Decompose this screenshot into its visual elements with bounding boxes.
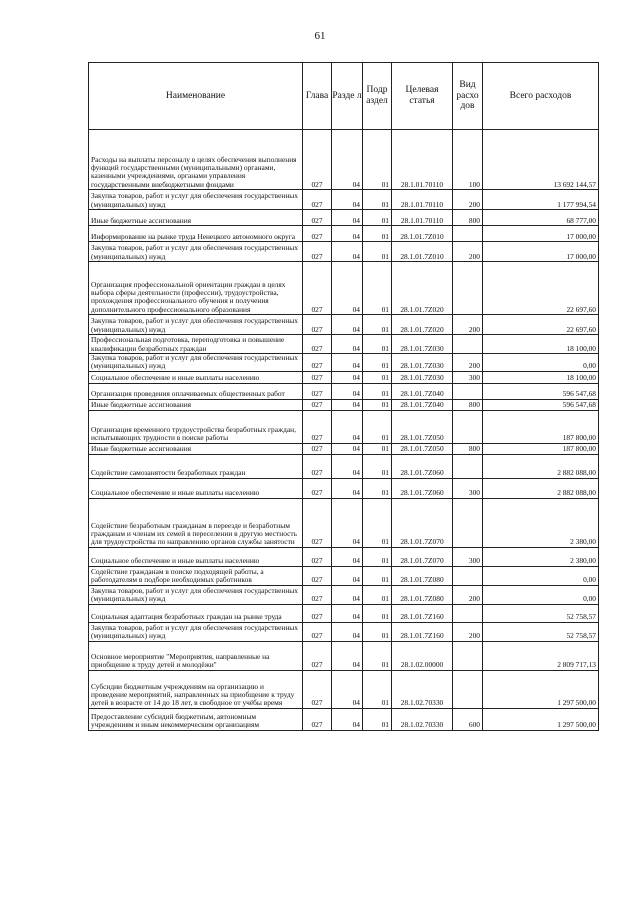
cell-vid — [453, 383, 483, 399]
cell-name: Социальная адаптация безработных граждан на рынке труда — [89, 604, 303, 622]
cell-vid: 200 — [453, 242, 483, 262]
cell-podrazdel: 01 — [363, 585, 392, 604]
cell-total: 18 100,00 — [483, 335, 599, 354]
cell-razdel: 04 — [332, 315, 363, 335]
cell-podrazdel: 01 — [363, 242, 392, 262]
cell-name: Социальное обеспечение и иные выплаты населению — [89, 371, 303, 383]
cell-total: 187 800,00 — [483, 443, 599, 454]
cell-article: 28.1.01.7Z030 — [392, 335, 453, 354]
cell-name: Содействие гражданам в поиске подходящей работы, а работодателям в подборе необходимых работников — [89, 566, 303, 585]
cell-vid: 200 — [453, 622, 483, 641]
cell-vid: 800 — [453, 210, 483, 226]
cell-glava: 027 — [303, 399, 332, 410]
cell-total: 18 100,00 — [483, 371, 599, 383]
cell-vid — [453, 498, 483, 547]
cell-podrazdel: 01 — [363, 315, 392, 335]
cell-total: 1 297 500,00 — [483, 670, 599, 708]
cell-vid: 600 — [453, 708, 483, 730]
cell-article: 28.1.01.70110 — [392, 130, 453, 190]
cell-podrazdel: 01 — [363, 130, 392, 190]
header-total: Всего расходов — [483, 63, 599, 130]
cell-total: 17 000,00 — [483, 226, 599, 242]
page-number: 61 — [314, 30, 326, 42]
cell-total: 0,00 — [483, 585, 599, 604]
cell-podrazdel: 01 — [363, 708, 392, 730]
cell-name: Расходы на выплаты персоналу в целях обеспечения выполнения функций государственными (муниципальными) органами, казенными учреждениями, органами управления государственными внебюджетными фондами — [89, 130, 303, 190]
cell-total: 22 697,60 — [483, 315, 599, 335]
cell-name: Организация проведения оплачиваемых общественных работ — [89, 383, 303, 399]
table-row — [89, 210, 599, 226]
cell-article: 28.1.01.70110 — [392, 190, 453, 210]
table-row — [89, 498, 599, 547]
cell-article: 28.1.01.7Z020 — [392, 315, 453, 335]
cell-vid — [453, 410, 483, 443]
cell-name: Закупка товаров, работ и услуг для обеспечения государственных (муниципальных) нужд — [89, 585, 303, 604]
table-row — [89, 410, 599, 443]
cell-podrazdel: 01 — [363, 498, 392, 547]
cell-name: Основное мероприятие "Мероприятия, направленные на приобщение к труду детей и молодёжи" — [89, 641, 303, 670]
cell-name: Организация профессиональной ориентации граждан в целях выбора сферы деятельности (профессии), трудоустройства, прохождения профессионального обучения и получения дополнительного профессионального образования — [89, 262, 303, 315]
cell-name: Закупка товаров, работ и услуг для обеспечения государственных (муниципальных) нужд — [89, 622, 303, 641]
cell-razdel: 04 — [332, 262, 363, 315]
cell-podrazdel: 01 — [363, 410, 392, 443]
cell-total: 2 380,00 — [483, 498, 599, 547]
cell-article: 28.1.01.7Z080 — [392, 585, 453, 604]
cell-glava: 027 — [303, 498, 332, 547]
cell-article: 28.1.01.7Z160 — [392, 622, 453, 641]
cell-total: 52 758,57 — [483, 604, 599, 622]
cell-name: Закупка товаров, работ и услуг для обеспечения государственных (муниципальных) нужд — [89, 190, 303, 210]
cell-glava: 027 — [303, 670, 332, 708]
cell-razdel: 04 — [332, 242, 363, 262]
cell-total: 2 882 088,00 — [483, 454, 599, 478]
cell-article: 28.1.01.7Z020 — [392, 262, 453, 315]
cell-name: Социальное обеспечение и иные выплаты населению — [89, 547, 303, 566]
cell-vid: 800 — [453, 399, 483, 410]
cell-glava: 027 — [303, 622, 332, 641]
table-header-row — [89, 63, 599, 130]
cell-name: Предоставление субсидий бюджетным, автономным учреждениям и иным некоммерческим организациям — [89, 708, 303, 730]
cell-total: 1 177 994,54 — [483, 190, 599, 210]
cell-razdel: 04 — [332, 410, 363, 443]
cell-article: 28.1.01.7Z010 — [392, 242, 453, 262]
cell-glava: 027 — [303, 443, 332, 454]
cell-glava: 027 — [303, 226, 332, 242]
cell-razdel: 04 — [332, 641, 363, 670]
table-row — [89, 371, 599, 383]
cell-glava: 027 — [303, 315, 332, 335]
cell-vid: 200 — [453, 585, 483, 604]
cell-vid — [453, 670, 483, 708]
cell-vid — [453, 641, 483, 670]
cell-razdel: 04 — [332, 383, 363, 399]
cell-razdel: 04 — [332, 354, 363, 372]
cell-podrazdel: 01 — [363, 478, 392, 498]
table-row — [89, 242, 599, 262]
table-body — [89, 130, 599, 731]
cell-vid: 200 — [453, 190, 483, 210]
cell-total: 22 697,60 — [483, 262, 599, 315]
table-row — [89, 478, 599, 498]
cell-razdel: 04 — [332, 498, 363, 547]
cell-vid: 200 — [453, 354, 483, 372]
cell-podrazdel: 01 — [363, 622, 392, 641]
cell-podrazdel: 01 — [363, 454, 392, 478]
cell-glava: 027 — [303, 547, 332, 566]
cell-glava: 027 — [303, 566, 332, 585]
table-row — [89, 226, 599, 242]
cell-article: 28.1.01.7Z050 — [392, 410, 453, 443]
cell-razdel: 04 — [332, 478, 363, 498]
cell-razdel: 04 — [332, 585, 363, 604]
table-row — [89, 566, 599, 585]
cell-podrazdel: 01 — [363, 190, 392, 210]
cell-name: Социальное обеспечение и иные выплаты населению — [89, 478, 303, 498]
table-row — [89, 443, 599, 454]
table-row — [89, 708, 599, 730]
cell-razdel: 04 — [332, 226, 363, 242]
cell-podrazdel: 01 — [363, 443, 392, 454]
cell-name: Информирование на рынке труда Ненецкого автономного округа — [89, 226, 303, 242]
cell-vid — [453, 335, 483, 354]
cell-podrazdel: 01 — [363, 383, 392, 399]
header-vid: Вид расхо дов — [453, 63, 483, 130]
cell-article: 28.1.01.7Z030 — [392, 371, 453, 383]
header-razdel: Разде л — [332, 63, 363, 130]
cell-name: Закупка товаров, работ и услуг для обеспечения государственных (муниципальных) нужд — [89, 354, 303, 372]
cell-razdel: 04 — [332, 130, 363, 190]
cell-total: 2 809 717,13 — [483, 641, 599, 670]
cell-total: 187 800,00 — [483, 410, 599, 443]
cell-article: 28.1.01.7Z160 — [392, 604, 453, 622]
cell-glava: 027 — [303, 190, 332, 210]
cell-vid: 300 — [453, 371, 483, 383]
cell-total: 68 777,00 — [483, 210, 599, 226]
cell-name: Иные бюджетные ассигнования — [89, 443, 303, 454]
cell-glava: 027 — [303, 708, 332, 730]
cell-article: 28.1.02.70330 — [392, 708, 453, 730]
cell-total: 1 297 500,00 — [483, 708, 599, 730]
cell-glava: 027 — [303, 410, 332, 443]
cell-article: 28.1.01.7Z080 — [392, 566, 453, 585]
table-row — [89, 547, 599, 566]
cell-article: 28.1.02.00000 — [392, 641, 453, 670]
table-row — [89, 383, 599, 399]
cell-razdel: 04 — [332, 622, 363, 641]
table-row — [89, 262, 599, 315]
cell-glava: 027 — [303, 371, 332, 383]
cell-razdel: 04 — [332, 708, 363, 730]
cell-podrazdel: 01 — [363, 262, 392, 315]
cell-total: 0,00 — [483, 354, 599, 372]
cell-podrazdel: 01 — [363, 335, 392, 354]
header-podrazdel: Подр аздел — [363, 63, 392, 130]
cell-article: 28.1.01.7Z070 — [392, 498, 453, 547]
table-row — [89, 585, 599, 604]
cell-podrazdel: 01 — [363, 371, 392, 383]
cell-podrazdel: 01 — [363, 670, 392, 708]
cell-name: Субсидии бюджетным учреждениям на организацию и проведение мероприятий, направленных на приобщение к труду детей в возрасте от 14 до 18 лет, в свободное от учёбы время — [89, 670, 303, 708]
cell-vid: 200 — [453, 315, 483, 335]
cell-glava: 027 — [303, 641, 332, 670]
cell-razdel: 04 — [332, 190, 363, 210]
cell-total: 17 000,00 — [483, 242, 599, 262]
cell-article: 28.1.01.7Z070 — [392, 547, 453, 566]
cell-article: 28.1.01.7Z030 — [392, 354, 453, 372]
table-row — [89, 604, 599, 622]
header-glava: Глава — [303, 63, 332, 130]
cell-name: Организация временного трудоустройства безработных граждан, испытывающих трудности в поиске работы — [89, 410, 303, 443]
cell-razdel: 04 — [332, 443, 363, 454]
cell-vid — [453, 604, 483, 622]
cell-vid: 800 — [453, 443, 483, 454]
cell-name: Закупка товаров, работ и услуг для обеспечения государственных (муниципальных) нужд — [89, 315, 303, 335]
cell-razdel: 04 — [332, 670, 363, 708]
cell-name: Иные бюджетные ассигнования — [89, 210, 303, 226]
table-row — [89, 190, 599, 210]
cell-glava: 027 — [303, 604, 332, 622]
cell-article: 28.1.02.70330 — [392, 670, 453, 708]
table-row — [89, 354, 599, 372]
cell-article: 28.1.01.7Z040 — [392, 399, 453, 410]
cell-article: 28.1.01.7Z050 — [392, 443, 453, 454]
cell-glava: 027 — [303, 585, 332, 604]
cell-total: 0,00 — [483, 566, 599, 585]
cell-name: Закупка товаров, работ и услуг для обеспечения государственных (муниципальных) нужд — [89, 242, 303, 262]
cell-name: Содействие самозанятости безработных граждан — [89, 454, 303, 478]
cell-name: Содействие безработным гражданам в переезде и безработным гражданам и членам их семей в переселении в другую местность для трудоустройства по направлению органов службы занятости — [89, 498, 303, 547]
cell-glava: 027 — [303, 454, 332, 478]
cell-vid: 100 — [453, 130, 483, 190]
cell-razdel: 04 — [332, 547, 363, 566]
cell-vid: 300 — [453, 547, 483, 566]
cell-glava: 027 — [303, 354, 332, 372]
cell-total: 2 882 088,00 — [483, 478, 599, 498]
cell-total: 2 380,00 — [483, 547, 599, 566]
cell-total: 13 692 144,57 — [483, 130, 599, 190]
cell-glava: 027 — [303, 242, 332, 262]
budget-expenses-table — [88, 62, 599, 731]
cell-podrazdel: 01 — [363, 226, 392, 242]
cell-vid — [453, 566, 483, 585]
cell-glava: 027 — [303, 130, 332, 190]
table-row — [89, 641, 599, 670]
cell-razdel: 04 — [332, 399, 363, 410]
cell-article: 28.1.01.7Z040 — [392, 383, 453, 399]
table-row — [89, 399, 599, 410]
cell-total: 596 547,68 — [483, 383, 599, 399]
cell-razdel: 04 — [332, 454, 363, 478]
table-row — [89, 622, 599, 641]
cell-glava: 027 — [303, 478, 332, 498]
cell-article: 28.1.01.70110 — [392, 210, 453, 226]
table-row — [89, 130, 599, 190]
cell-article: 28.1.01.7Z010 — [392, 226, 453, 242]
cell-name: Иные бюджетные ассигнования — [89, 399, 303, 410]
cell-podrazdel: 01 — [363, 604, 392, 622]
cell-podrazdel: 01 — [363, 210, 392, 226]
table-row — [89, 315, 599, 335]
cell-podrazdel: 01 — [363, 547, 392, 566]
cell-vid — [453, 226, 483, 242]
cell-vid — [453, 454, 483, 478]
cell-podrazdel: 01 — [363, 399, 392, 410]
cell-article: 28.1.01.7Z060 — [392, 454, 453, 478]
cell-total: 52 758,57 — [483, 622, 599, 641]
cell-podrazdel: 01 — [363, 354, 392, 372]
cell-razdel: 04 — [332, 210, 363, 226]
table-row — [89, 335, 599, 354]
cell-razdel: 04 — [332, 604, 363, 622]
cell-razdel: 04 — [332, 566, 363, 585]
table-row — [89, 670, 599, 708]
cell-podrazdel: 01 — [363, 566, 392, 585]
cell-glava: 027 — [303, 262, 332, 315]
cell-glava: 027 — [303, 383, 332, 399]
cell-razdel: 04 — [332, 371, 363, 383]
table-row — [89, 454, 599, 478]
cell-total: 596 547,68 — [483, 399, 599, 410]
cell-vid: 300 — [453, 478, 483, 498]
cell-article: 28.1.01.7Z060 — [392, 478, 453, 498]
header-article: Целевая статья — [392, 63, 453, 130]
cell-razdel: 04 — [332, 335, 363, 354]
cell-podrazdel: 01 — [363, 641, 392, 670]
cell-vid — [453, 262, 483, 315]
cell-name: Профессиональная подготовка, переподготовка и повышение квалификации безработных граждан — [89, 335, 303, 354]
cell-glava: 027 — [303, 335, 332, 354]
cell-glava: 027 — [303, 210, 332, 226]
header-name: Наименование — [89, 63, 303, 130]
